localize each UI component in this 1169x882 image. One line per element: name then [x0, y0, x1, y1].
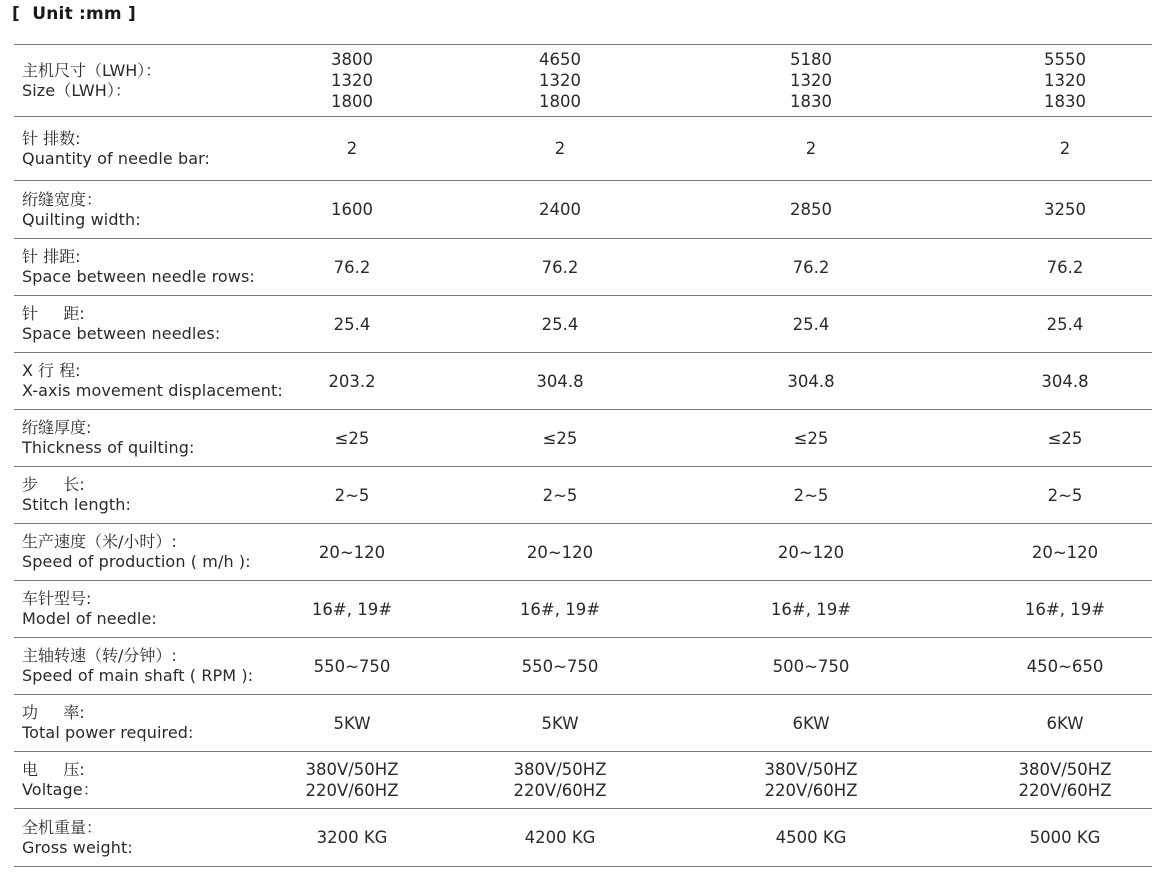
spec-label [14, 239, 274, 296]
spec-value-cell [274, 410, 430, 467]
spec-value: 5180 [790, 50, 832, 69]
spec-row [14, 467, 1152, 524]
spec-value: 6KW [1046, 713, 1084, 733]
spec-value: 25.4 [541, 314, 579, 334]
spec-table-body [14, 45, 1152, 867]
spec-value-cell [932, 117, 1152, 181]
spec-value: 1830 [790, 92, 832, 111]
spec-label-zh: 针 距: [22, 304, 85, 323]
spec-value: 1320 [790, 71, 832, 90]
spec-value: 550~750 [313, 656, 391, 676]
spec-value: 2 [805, 139, 817, 158]
spec-value-cell [932, 239, 1152, 296]
spec-label [14, 353, 283, 410]
spec-value: 220V/60HZ [764, 781, 858, 800]
spec-value: 500~750 [772, 656, 850, 676]
spec-row [14, 117, 1152, 181]
spec-value: 16#, 19# [519, 599, 601, 619]
spec-row [14, 695, 1152, 752]
spec-label-zh: 全机重量： [22, 817, 103, 837]
spec-value: 16#, 19# [1024, 599, 1106, 619]
spec-value: 380V/50HZ [513, 760, 607, 779]
spec-label-en: Quantity of needle bar: [22, 148, 211, 168]
spec-value: ≤25 [334, 428, 370, 448]
spec-value-cell [690, 181, 932, 239]
spec-value: 20~120 [526, 542, 594, 562]
spec-value: 2 [346, 139, 358, 158]
spec-label [14, 695, 274, 752]
spec-value-cell [690, 695, 932, 752]
spec-row [14, 410, 1152, 467]
spec-label [14, 752, 274, 809]
spec-value: 2~5 [1047, 485, 1083, 505]
spec-value-cell [430, 239, 690, 296]
spec-value-cell [274, 638, 430, 695]
spec-value: 220V/60HZ [305, 781, 399, 800]
spec-label-en: Quilting width: [22, 209, 141, 229]
spec-value: 20~120 [777, 542, 845, 562]
spec-label-zh: 主机尺寸（LWH）： [22, 60, 162, 80]
spec-value: 20~120 [1031, 542, 1099, 562]
spec-value: 1320 [331, 71, 373, 90]
spec-label-zh: 车针型号: [22, 589, 92, 608]
spec-value-cell [430, 353, 690, 410]
spec-value: 76.2 [333, 257, 371, 277]
spec-value: 203.2 [328, 371, 376, 391]
spec-value: 5550 [1044, 50, 1086, 69]
spec-value: 304.8 [536, 371, 584, 391]
spec-label [14, 638, 274, 695]
spec-value: 3250 [1044, 200, 1086, 219]
spec-label-en: Model of needle: [22, 609, 157, 628]
spec-value-cell [274, 581, 430, 638]
spec-value-cell [430, 581, 690, 638]
spec-value-cell [430, 695, 690, 752]
spec-value: 2 [1059, 139, 1071, 158]
spec-value: 380V/50HZ [1018, 760, 1112, 779]
spec-label-en: Thickness of quilting: [22, 438, 195, 457]
spec-value-cell [932, 752, 1152, 809]
spec-label [14, 181, 274, 239]
spec-value-cell [690, 117, 932, 181]
spec-value-cell [274, 353, 430, 410]
spec-value: 2400 [539, 200, 581, 219]
spec-value: 1830 [1044, 92, 1086, 111]
spec-value-cell [690, 809, 932, 867]
spec-value-cell [274, 296, 430, 353]
spec-row [14, 752, 1152, 809]
spec-value: 25.4 [333, 314, 371, 334]
spec-value-cell [430, 296, 690, 353]
spec-value: 20~120 [318, 542, 386, 562]
spec-value: 2~5 [793, 485, 829, 505]
unit-title [12, 4, 136, 24]
spec-row [14, 638, 1152, 695]
spec-value-cell [690, 410, 932, 467]
spec-value-cell [430, 752, 690, 809]
spec-row [14, 239, 1152, 296]
spec-label-zh: X 行 程: [22, 361, 81, 380]
spec-row [14, 45, 1152, 117]
spec-label [14, 581, 274, 638]
spec-value-cell [430, 181, 690, 239]
spec-value-cell [274, 181, 430, 239]
spec-value-cell [430, 410, 690, 467]
spec-value-cell [690, 239, 932, 296]
spec-value: 220V/60HZ [513, 781, 607, 800]
spec-value: 3200 KG [316, 828, 388, 847]
spec-value: 2~5 [542, 485, 578, 505]
spec-value: ≤25 [793, 428, 829, 448]
spec-value: 450~650 [1026, 656, 1104, 676]
spec-label-zh: 生产速度（米/小时）: [22, 532, 177, 551]
spec-label-zh: 主轴转速（转/分钟）: [22, 646, 177, 665]
spec-value: 380V/50HZ [764, 760, 858, 779]
spec-label [14, 410, 274, 467]
spec-value-cell [932, 638, 1152, 695]
spec-label [14, 45, 274, 117]
spec-label-en: Space between needles: [22, 324, 221, 343]
spec-value: 380V/50HZ [305, 760, 399, 779]
spec-value: 1320 [1044, 71, 1086, 90]
spec-row [14, 181, 1152, 239]
spec-value-cell [932, 410, 1152, 467]
spec-value-cell [274, 752, 430, 809]
spec-label-zh: 电 压: [22, 760, 85, 779]
spec-value-cell [932, 524, 1152, 581]
spec-label-en: Gross weight: [22, 837, 133, 857]
spec-label-en: Speed of production ( m/h ): [22, 552, 251, 571]
spec-value: 5KW [541, 713, 579, 733]
spec-value-cell [690, 581, 932, 638]
spec-label-en: Stitch length: [22, 495, 131, 514]
spec-label [14, 809, 274, 867]
spec-value-cell [932, 45, 1152, 117]
spec-row [14, 809, 1152, 867]
spec-value: 1600 [331, 200, 373, 219]
spec-value-cell [430, 809, 690, 867]
spec-value-cell [274, 45, 430, 117]
spec-value: 4200 KG [524, 828, 596, 847]
spec-value-cell [690, 638, 932, 695]
spec-value: 304.8 [787, 371, 835, 391]
spec-value-cell [690, 752, 932, 809]
spec-row [14, 581, 1152, 638]
spec-row [14, 524, 1152, 581]
spec-label [14, 117, 274, 181]
spec-value: 2850 [790, 200, 832, 219]
spec-value-cell [274, 809, 430, 867]
spec-value-cell [274, 524, 430, 581]
spec-value: 76.2 [1046, 257, 1084, 277]
spec-value-cell [932, 181, 1152, 239]
spec-value-cell [430, 638, 690, 695]
bracket-open: [ [12, 4, 20, 24]
spec-value: 5000 KG [1029, 828, 1101, 847]
spec-value: 4500 KG [775, 828, 847, 847]
spec-value: 4650 [539, 50, 581, 69]
spec-label-zh: 功 率: [22, 703, 85, 722]
unit-label: Unit :mm [32, 4, 122, 24]
spec-value-cell [274, 695, 430, 752]
spec-value-cell [430, 45, 690, 117]
spec-value-cell [430, 117, 690, 181]
spec-value: 25.4 [792, 314, 830, 334]
spec-label-en: Size（LWH）： [22, 80, 132, 100]
spec-value-cell [430, 524, 690, 581]
spec-value-cell [932, 353, 1152, 410]
spec-label [14, 524, 274, 581]
spec-value-cell [932, 695, 1152, 752]
spec-value: 1800 [539, 92, 581, 111]
spec-value: 6KW [792, 713, 830, 733]
bracket-close: ] [127, 4, 136, 24]
spec-label-en: Speed of main shaft ( RPM ): [22, 666, 254, 685]
spec-label [14, 467, 274, 524]
spec-label-zh: 绗缝宽度： [22, 189, 103, 209]
spec-value: 304.8 [1041, 371, 1089, 391]
spec-value-cell [690, 353, 932, 410]
spec-value: 16#, 19# [770, 599, 852, 619]
spec-value-cell [274, 117, 430, 181]
spec-label-en: X-axis movement displacement: [22, 381, 283, 400]
spec-value: ≤25 [1047, 428, 1083, 448]
spec-value: 2~5 [334, 485, 370, 505]
spec-value: 16#, 19# [311, 599, 393, 619]
spec-value: 3800 [331, 50, 373, 69]
spec-value-cell [932, 296, 1152, 353]
spec-value-cell [932, 581, 1152, 638]
spec-label-zh: 步 长: [22, 475, 85, 494]
spec-value-cell [430, 467, 690, 524]
spec-label-zh: 针 排距: [22, 247, 81, 266]
spec-value: 220V/60HZ [1018, 781, 1112, 800]
spec-value-cell [690, 524, 932, 581]
spec-value: 1320 [539, 71, 581, 90]
spec-label-zh: 绗缝厚度: [22, 418, 92, 437]
spec-value-cell [274, 467, 430, 524]
spec-value: 25.4 [1046, 314, 1084, 334]
spec-value-cell [690, 467, 932, 524]
spec-value-cell [932, 467, 1152, 524]
spec-value: 5KW [333, 713, 371, 733]
spec-value: ≤25 [542, 428, 578, 448]
spec-value-cell [690, 45, 932, 117]
spec-label-en: Voltage： [22, 780, 99, 799]
spec-label-zh: 针 排数: [22, 128, 81, 148]
spec-value: 76.2 [541, 257, 579, 277]
spec-value-cell [274, 239, 430, 296]
spec-label-en: Total power required: [22, 723, 194, 742]
spec-row [14, 353, 1152, 410]
spec-label [14, 296, 274, 353]
spec-value: 550~750 [521, 656, 599, 676]
spec-table [14, 44, 1152, 867]
spec-value-cell [932, 809, 1152, 867]
spec-value: 1800 [331, 92, 373, 111]
spec-label-en: Space between needle rows: [22, 267, 255, 286]
spec-value: 76.2 [792, 257, 830, 277]
spec-row [14, 296, 1152, 353]
spec-value: 2 [554, 139, 566, 158]
spec-value-cell [690, 296, 932, 353]
